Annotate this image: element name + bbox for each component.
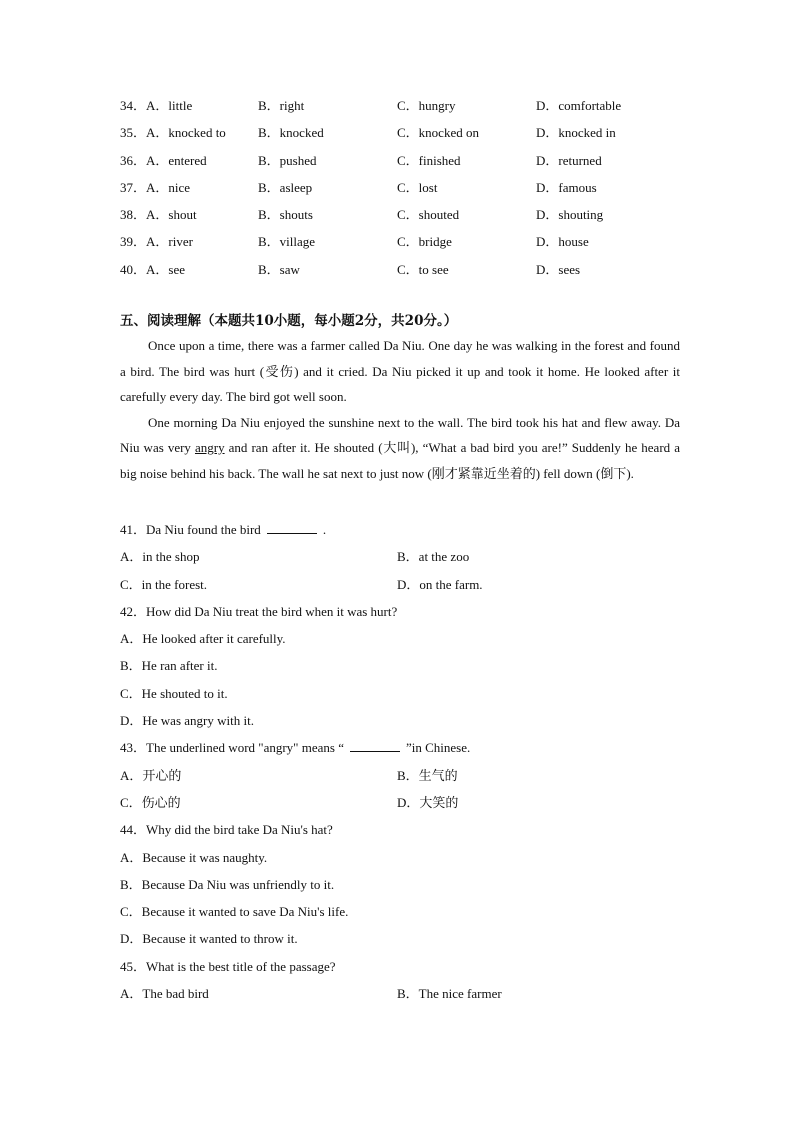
- question-45: 45．What is the best title of the passage?: [120, 958, 336, 974]
- option: A．in the shop: [120, 549, 200, 565]
- option: B．The nice farmer: [397, 986, 502, 1002]
- option: B．at the zoo: [397, 549, 470, 565]
- answer-blank: [350, 741, 400, 752]
- reading-passage: [120, 333, 680, 486]
- option: D．knocked in: [536, 125, 616, 141]
- option: D．house: [536, 234, 589, 250]
- option: C．lost: [397, 179, 438, 195]
- option: D．Because it wanted to throw it.: [120, 931, 298, 947]
- question-42: 42．How did Da Niu treat the bird when it was hurt?: [120, 603, 398, 619]
- option: 39．A．river: [120, 234, 193, 250]
- option: B．saw: [258, 261, 300, 277]
- option: C．Because it wanted to save Da Niu's life.: [120, 904, 349, 920]
- option-row: [120, 789, 680, 816]
- option: A．He looked after it carefully.: [120, 631, 286, 647]
- option: 40．A．see: [120, 261, 186, 277]
- option-row: [120, 571, 680, 598]
- cloze-options: [120, 92, 680, 283]
- option: B．right: [258, 98, 305, 113]
- cloze-row-40: [120, 256, 680, 283]
- option: D．He was angry with it.: [120, 713, 254, 729]
- section-title: 五、阅读理解（本题共10小题，每小题2分，共20分。）: [120, 313, 458, 329]
- option: C．伤心的: [120, 794, 181, 810]
- option: D．returned: [536, 152, 602, 168]
- option: C．He shouted to it.: [120, 685, 228, 701]
- option: 37．A．nice: [120, 179, 191, 195]
- option-row: [120, 980, 680, 1007]
- option: 38．A．shout: [120, 207, 197, 223]
- option: C．shouted: [397, 207, 460, 223]
- question-41: 41．Da Niu found the bird .: [120, 522, 327, 537]
- option: C．finished: [397, 152, 461, 168]
- option-row: [120, 543, 680, 570]
- option: A．The bad bird: [120, 986, 209, 1002]
- option: B．shouts: [258, 207, 313, 223]
- option: C．knocked on: [397, 125, 479, 141]
- paragraph-2: One morning Da Niu enjoyed the sunshine next to the wall. The bird took his hat and flew away. Da Niu was very angry and ran after it. He shouted (大叫), “What a bad bird you are!” Suddenly he heard a big noise behind his back. The wall he sat next to just now (刚才紧靠近坐着的) fell down (倒下).: [120, 414, 680, 481]
- option: D．大笑的: [397, 794, 459, 810]
- option-row: [120, 762, 680, 789]
- option: 36．A．entered: [120, 152, 207, 168]
- option: 35．A．knocked to: [120, 125, 226, 141]
- cloze-row-37: [120, 174, 680, 201]
- option: C．bridge: [397, 234, 452, 250]
- option: D．on the farm.: [397, 576, 483, 592]
- cloze-row-34: [120, 92, 680, 119]
- option: D．sees: [536, 261, 581, 277]
- paragraph-1: Once upon a time, there was a farmer called Da Niu. One day he was walking in the forest and found a bird. The bird was hurt (受伤) and it cried. Da Niu picked it up and took it home. He looked after it carefully every day. The bird got well soon.: [120, 338, 680, 404]
- option: D．comfortable: [536, 98, 622, 113]
- questions: [120, 516, 680, 1007]
- option: 34．A．little: [120, 98, 193, 113]
- option: B．asleep: [258, 179, 313, 195]
- option: A．开心的: [120, 767, 182, 783]
- option: D．shouting: [536, 207, 604, 223]
- option: C．in the forest.: [120, 576, 208, 592]
- cloze-row-39: [120, 228, 680, 255]
- option: B．生气的: [397, 767, 458, 783]
- option: B．Because Da Niu was unfriendly to it.: [120, 876, 335, 892]
- option: B．knocked: [258, 125, 324, 141]
- cloze-row-38: [120, 201, 680, 228]
- option: C．to see: [397, 261, 449, 277]
- question-44: 44．Why did the bird take Da Niu's hat?: [120, 822, 333, 838]
- option: A．Because it was naughty.: [120, 849, 268, 865]
- option: C．hungry: [397, 98, 456, 113]
- cloze-row-35: [120, 119, 680, 146]
- option: B．village: [258, 234, 316, 250]
- option: B．pushed: [258, 152, 317, 168]
- option: B．He ran after it.: [120, 658, 218, 674]
- answer-blank: [267, 523, 317, 534]
- cloze-row-36: [120, 147, 680, 174]
- question-43: 43．The underlined word "angry" means “ ”in Chinese.: [120, 740, 471, 756]
- option: D．famous: [536, 179, 597, 195]
- underlined-word: angry: [194, 440, 225, 455]
